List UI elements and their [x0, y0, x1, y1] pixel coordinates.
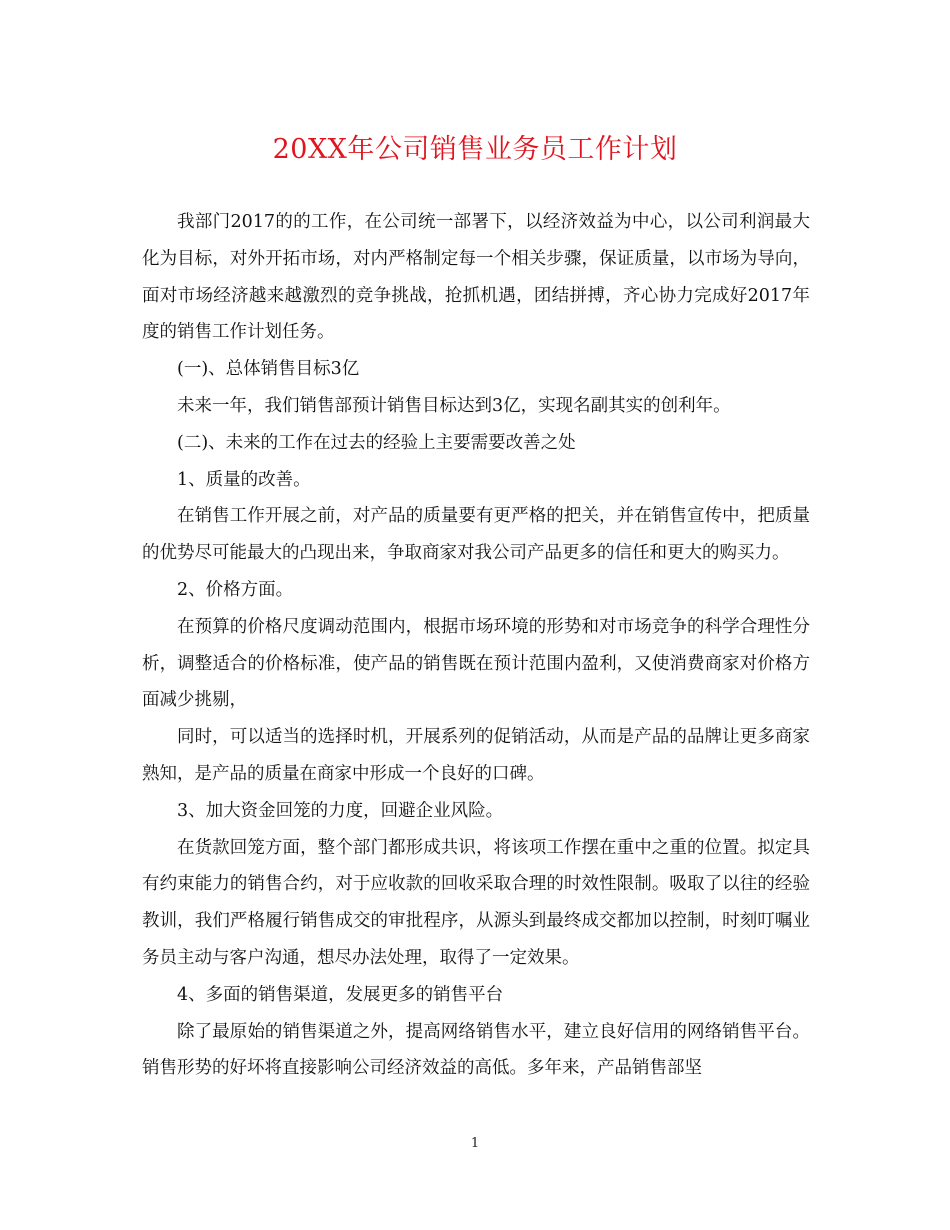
paragraph-promotion: 同时，可以适当的选择时机，开展系列的促销活动，从而是产品的品牌让更多商家熟知，是产品的质量在商家中形成一个良好的口碑。 — [142, 727, 810, 784]
heading-improvements: (二)、未来的工作在过去的经验上主要需要改善之处 — [177, 432, 576, 453]
paragraph-sales-target: 未来一年，我们销售部预计销售目标达到3亿，实现名副其实的创利年。 — [177, 395, 731, 416]
paragraph-capital-recovery: 在货款回笼方面，整个部门都形成共识，将该项工作摆在重中之重的位置。拟定具有约束能力的销售合约，对于应收款的回收采取合理的时效性限制。吸取了以往的经验教训，我们严格履行销售成交的审批程序，从源头到最终成交都加以控制，时刻叮嘱业务员主动与客户沟通，想尽办法处理，取得了一定效果。 — [142, 837, 810, 968]
paragraph-price: 在预算的价格尺度调动范围内，根据市场环境的形势和对市场竞争的科学合理性分析，调整适合的价格标准，使产品的销售既在预计范围内盈利，又使消费商家对价格方面减少挑剔， — [142, 616, 810, 711]
page-number: 1 — [470, 1136, 480, 1151]
document-title: 20XX年公司销售业务员工作计划 — [272, 134, 678, 165]
subheading-capital-recovery: 3、加大资金回笼的力度，回避企业风险。 — [177, 800, 504, 821]
paragraph-sales-channels: 除了最原始的销售渠道之外，提高网络销售水平，建立良好信用的网络销售平台。销售形势的好坏将直接影响公司经济效益的高低。多年来，产品销售部坚 — [142, 1021, 810, 1079]
subheading-price: 2、价格方面。 — [177, 579, 294, 600]
paragraph-quality: 在销售工作开展之前，对产品的质量要有更严格的把关，并在销售宣传中，把质量的优势尽可能最大的凸现出来，争取商家对我公司产品更多的信任和更大的购买力。 — [142, 506, 810, 564]
paragraph-intro: 我部门2017的的工作，在公司统一部署下，以经济效益为中心，以公司利润最大化为目标，对外开拓市场，对内严格制定每一个相关步骤，保证质量，以市场为导向，面对市场经济越来越激烈的竞争挑战，抢抓机遇，团结拼搏，齐心协力完成好2017年度的销售工作计划任务。 — [142, 212, 810, 343]
subheading-sales-channels: 4、多面的销售渠道，发展更多的销售平台 — [177, 984, 504, 1005]
document-body — [142, 204, 810, 1087]
subheading-quality: 1、质量的改善。 — [177, 469, 311, 490]
heading-sales-target: (一)、总体销售目标3亿 — [177, 359, 360, 380]
